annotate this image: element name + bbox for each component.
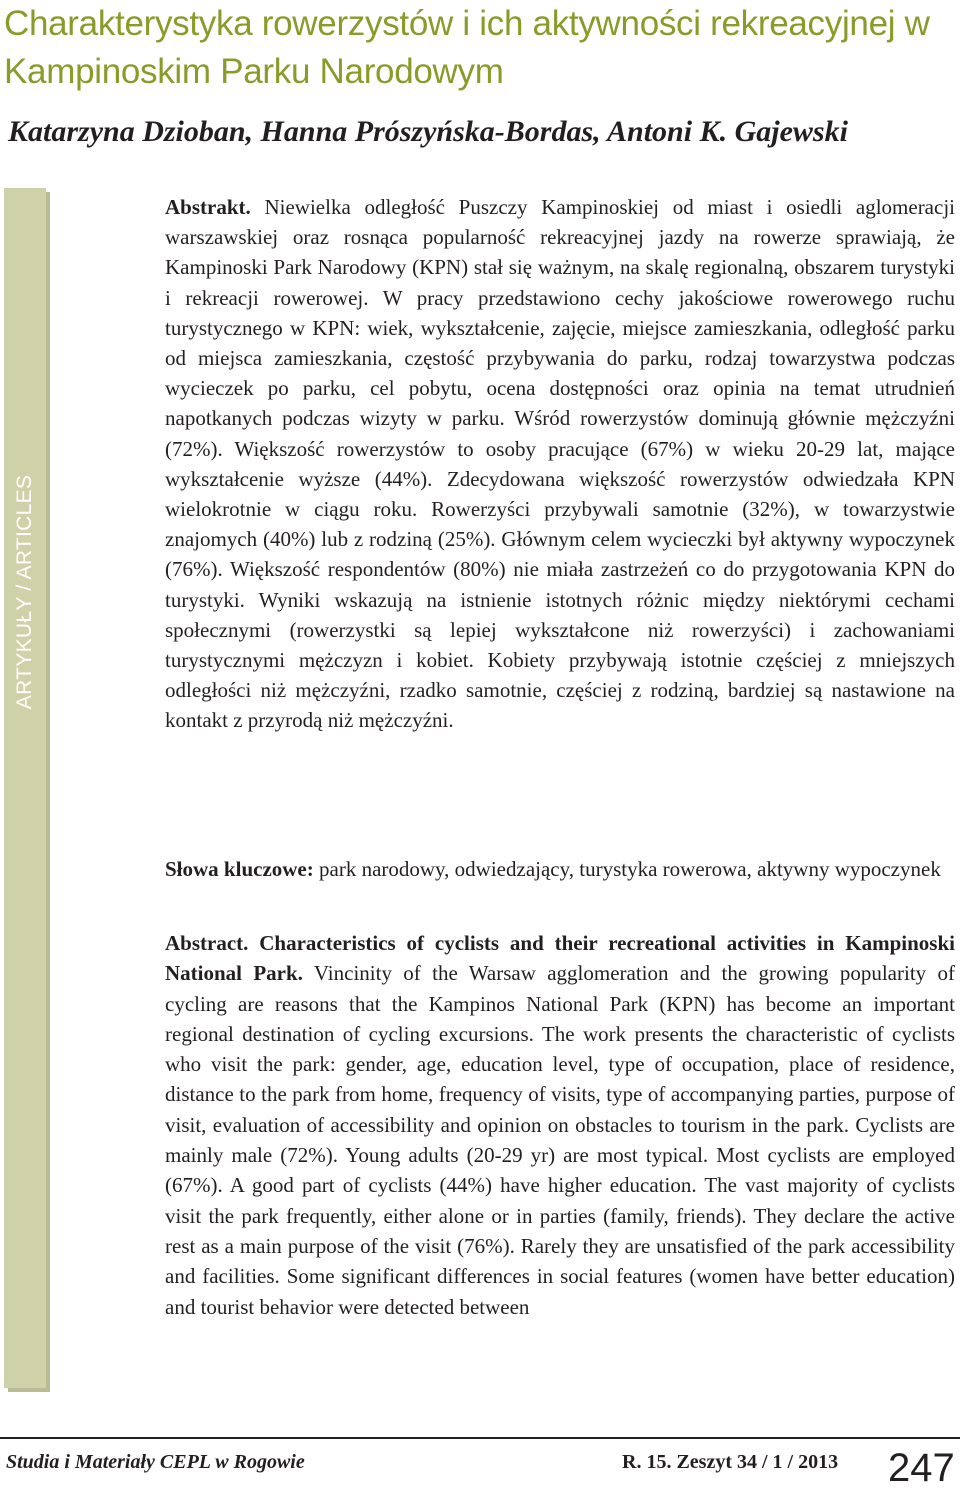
abstract-polish-heading: Abstrakt. xyxy=(165,195,251,219)
journal-name: Studia i Materiały CEPL w Rogowie xyxy=(6,1451,305,1473)
keywords-label: Słowa kluczowe: xyxy=(165,857,314,881)
issue-info: R. 15. Zeszyt 34 / 1 / 2013 xyxy=(622,1451,839,1473)
page-number: 247 xyxy=(888,1446,955,1490)
footer-rule xyxy=(0,1437,960,1439)
section-label: ARTYKUŁY / ARTICLES xyxy=(13,474,36,710)
keywords-text: park narodowy, odwiedzający, turystyka rowerowa, aktywny wypoczynek xyxy=(313,857,941,881)
section-sidebar xyxy=(4,188,46,1388)
abstract-english-text: Vincinity of the Warsaw agglomeration and the growing popularity of cycling are reasons that the Kampinos National Park (KPN) has become an important regional destination of cycling excursions. The work presents the characteristic of cyclists who visit the park: gender, age, education level, type of occupation, place of residence, distance to the park from home, frequency of visits, type of accompanying parties, purpose of visit, evaluation of accessibility and opinion on obstacles to tourism in the park. Cyclists are mainly male (72%). Young adults (20-29 yr) are most typical. Most cyclists are employed (67%). A good part of cyclists (44%) have higher education. The vast majority of cyclists visit the park frequently, either alone or in parties (family, friends). They declare the active rest as a main purpose of the visit (76%). Rarely they are unsatisfied of the park accessibility and facilities. Some significant differences in social features (women have better education) and tourist behavior were detected between xyxy=(165,961,955,1319)
abstract-english xyxy=(165,928,955,1322)
abstract-polish-text: Niewielka odległość Puszczy Kampinoskiej od miast i osiedli aglomeracji warszawskiej oraz rosnąca popularność rekreacyjnej jazdy na rowerze sprawiają, że Kampinoski Park Narodowy (KPN) stał się ważnym, na skalę regionalną, obszarem turystyki i rekreacji rowerowej. W pracy przedstawiono cechy jakościowe rowerowego ruchu turystycznego w KPN: wiek, wykształcenie, zajęcie, miejsce zamieszkania, odległość parku od miejsca zamieszkania, częstość przybywania do parku, rodzaj towarzystwa podczas wycieczek po parku, cel pobytu, ocena dostępności oraz opinia na temat utrudnień napotkanych podczas wizyty w parku. Wśród rowerzystów dominują głównie mężczyźni (72%). Większość rowerzystów to osoby pracujące (67%) w wieku 20-29 lat, mające wykształcenie wyższe (44%). Zdecydowana większość rowerzystów odwiedzała KPN wielokrotnie w ciągu roku. Rowerzyści przybywali samotnie (32%), w towarzystwie znajomych (40%) lub z rodziną (25%). Głównym celem wycieczki był aktywny wypoczynek (76%). Większość respondentów (80%) nie miała zastrzeżeń co do przygotowania KPN do turystyki. Wyniki wskazują na istnienie istotnych różnic między niektórymi cechami społecznymi (rowerzystki są lepiej wykształcone niż rowerzyści) i zachowaniami turystycznymi mężczyzn i kobiet. Kobiety przybywają istotnie częściej z mniejszych odległości niż mężczyźni, rzadko samotnie, częściej z rodziną, bardziej są nastawione na kontakt z przyrodą niż mężczyźni. xyxy=(165,195,955,733)
abstract-english-heading: Abstract. Characteristics of cyclists and their recreational activities in Kampinoski National Park. xyxy=(165,931,955,986)
keywords-paragraph xyxy=(165,854,955,884)
article-title: Charakterystyka rowerzystów i ich aktywności rekreacyjnej w Kampinoskim Parku Narodowym xyxy=(4,4,930,91)
authors-line: Katarzyna Dzioban, Hanna Prószyńska-Bordas, Antoni K. Gajewski xyxy=(8,115,848,148)
abstract-polish xyxy=(165,192,955,736)
